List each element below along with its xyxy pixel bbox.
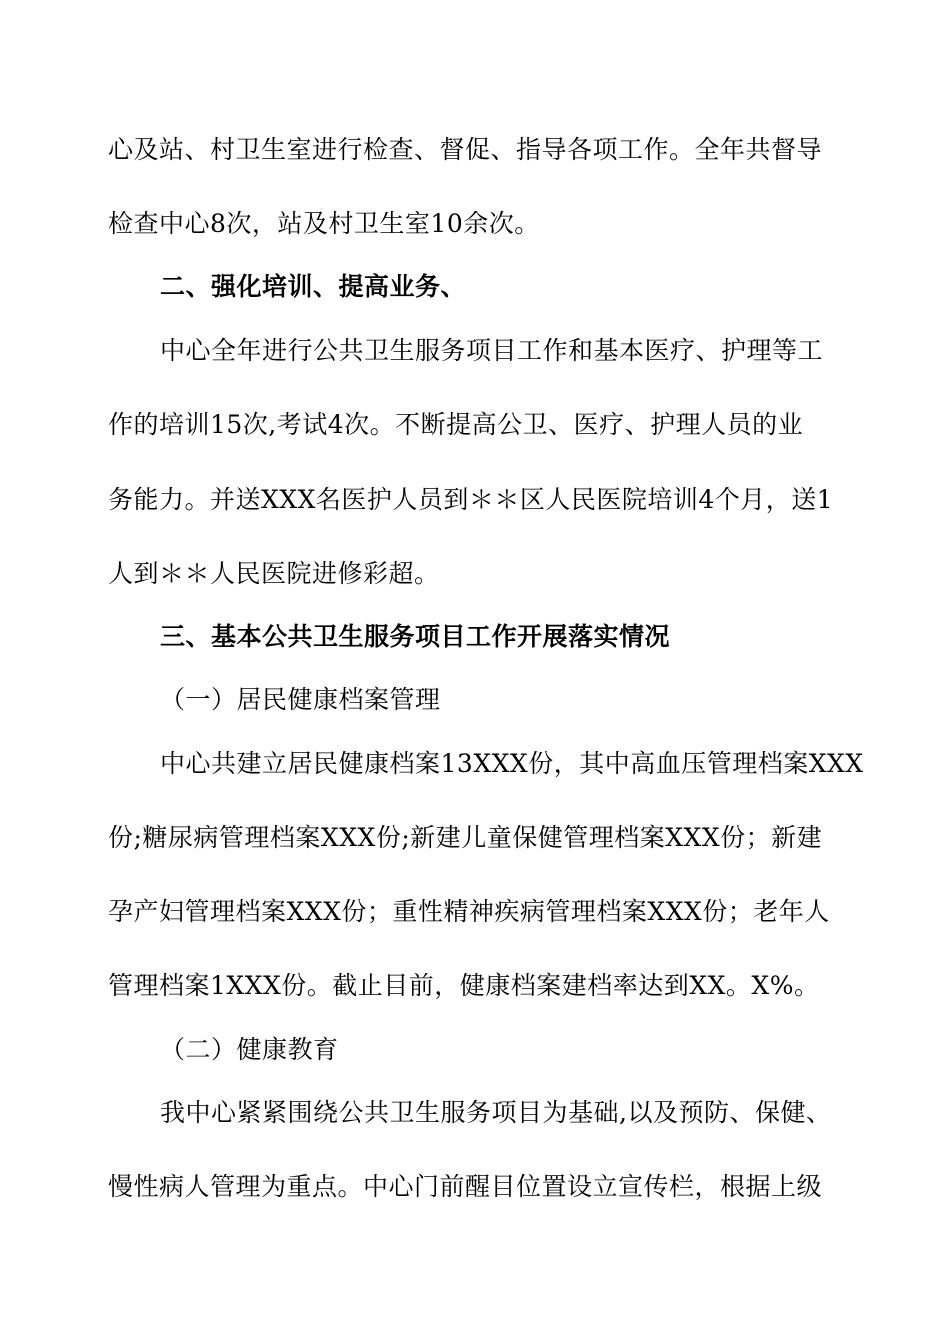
paragraph-line: 管理档案1XXX份。截止目前，健康档案建档率达到XX。X%。 — [108, 971, 820, 1000]
paragraph-line: 检查中心8次，站及村卫生室10余次。 — [108, 209, 540, 238]
section-heading: 三、基本公共卫生服务项目工作开展落实情况 — [160, 622, 671, 651]
paragraph-line: 心及站、村卫生室进行检查、督促、指导各项工作。全年共督导 — [108, 135, 823, 164]
paragraph-line: 孕产妇管理档案XXX份；重性精神疾病管理档案XXX份；老年人 — [108, 897, 830, 926]
paragraph-line: 我中心紧紧围绕公共卫生服务项目为基础,以及预防、保健、 — [160, 1098, 832, 1127]
subsection-heading: （二）健康教育 — [160, 1035, 339, 1064]
paragraph-line: 中心全年进行公共卫生服务项目工作和基本医疗、护理等工 — [160, 336, 824, 365]
paragraph-line: 慢性病人管理为重点。中心门前醒目位置设立宣传栏，根据上级 — [108, 1172, 823, 1201]
paragraph-line: 作的培训15次,考试4次。不断提高公卫、医疗、护理人员的业 — [108, 410, 804, 439]
subsection-heading: （一）居民健康档案管理 — [160, 685, 441, 714]
paragraph-line: 人到＊＊人民医院进修彩超。 — [108, 559, 440, 588]
paragraph-line: 中心共建立居民健康档案13XXX份，其中高血压管理档案XXX — [160, 749, 864, 778]
section-heading: 二、强化培训、提高业务、 — [160, 272, 467, 301]
paragraph-line: 务能力。并送XXX名医护人员到＊＊区人民医院培训4个月，送1 — [108, 485, 834, 514]
paragraph-line: 份;糖尿病管理档案XXX份;新建儿童保健管理档案XXX份；新建 — [108, 823, 823, 852]
